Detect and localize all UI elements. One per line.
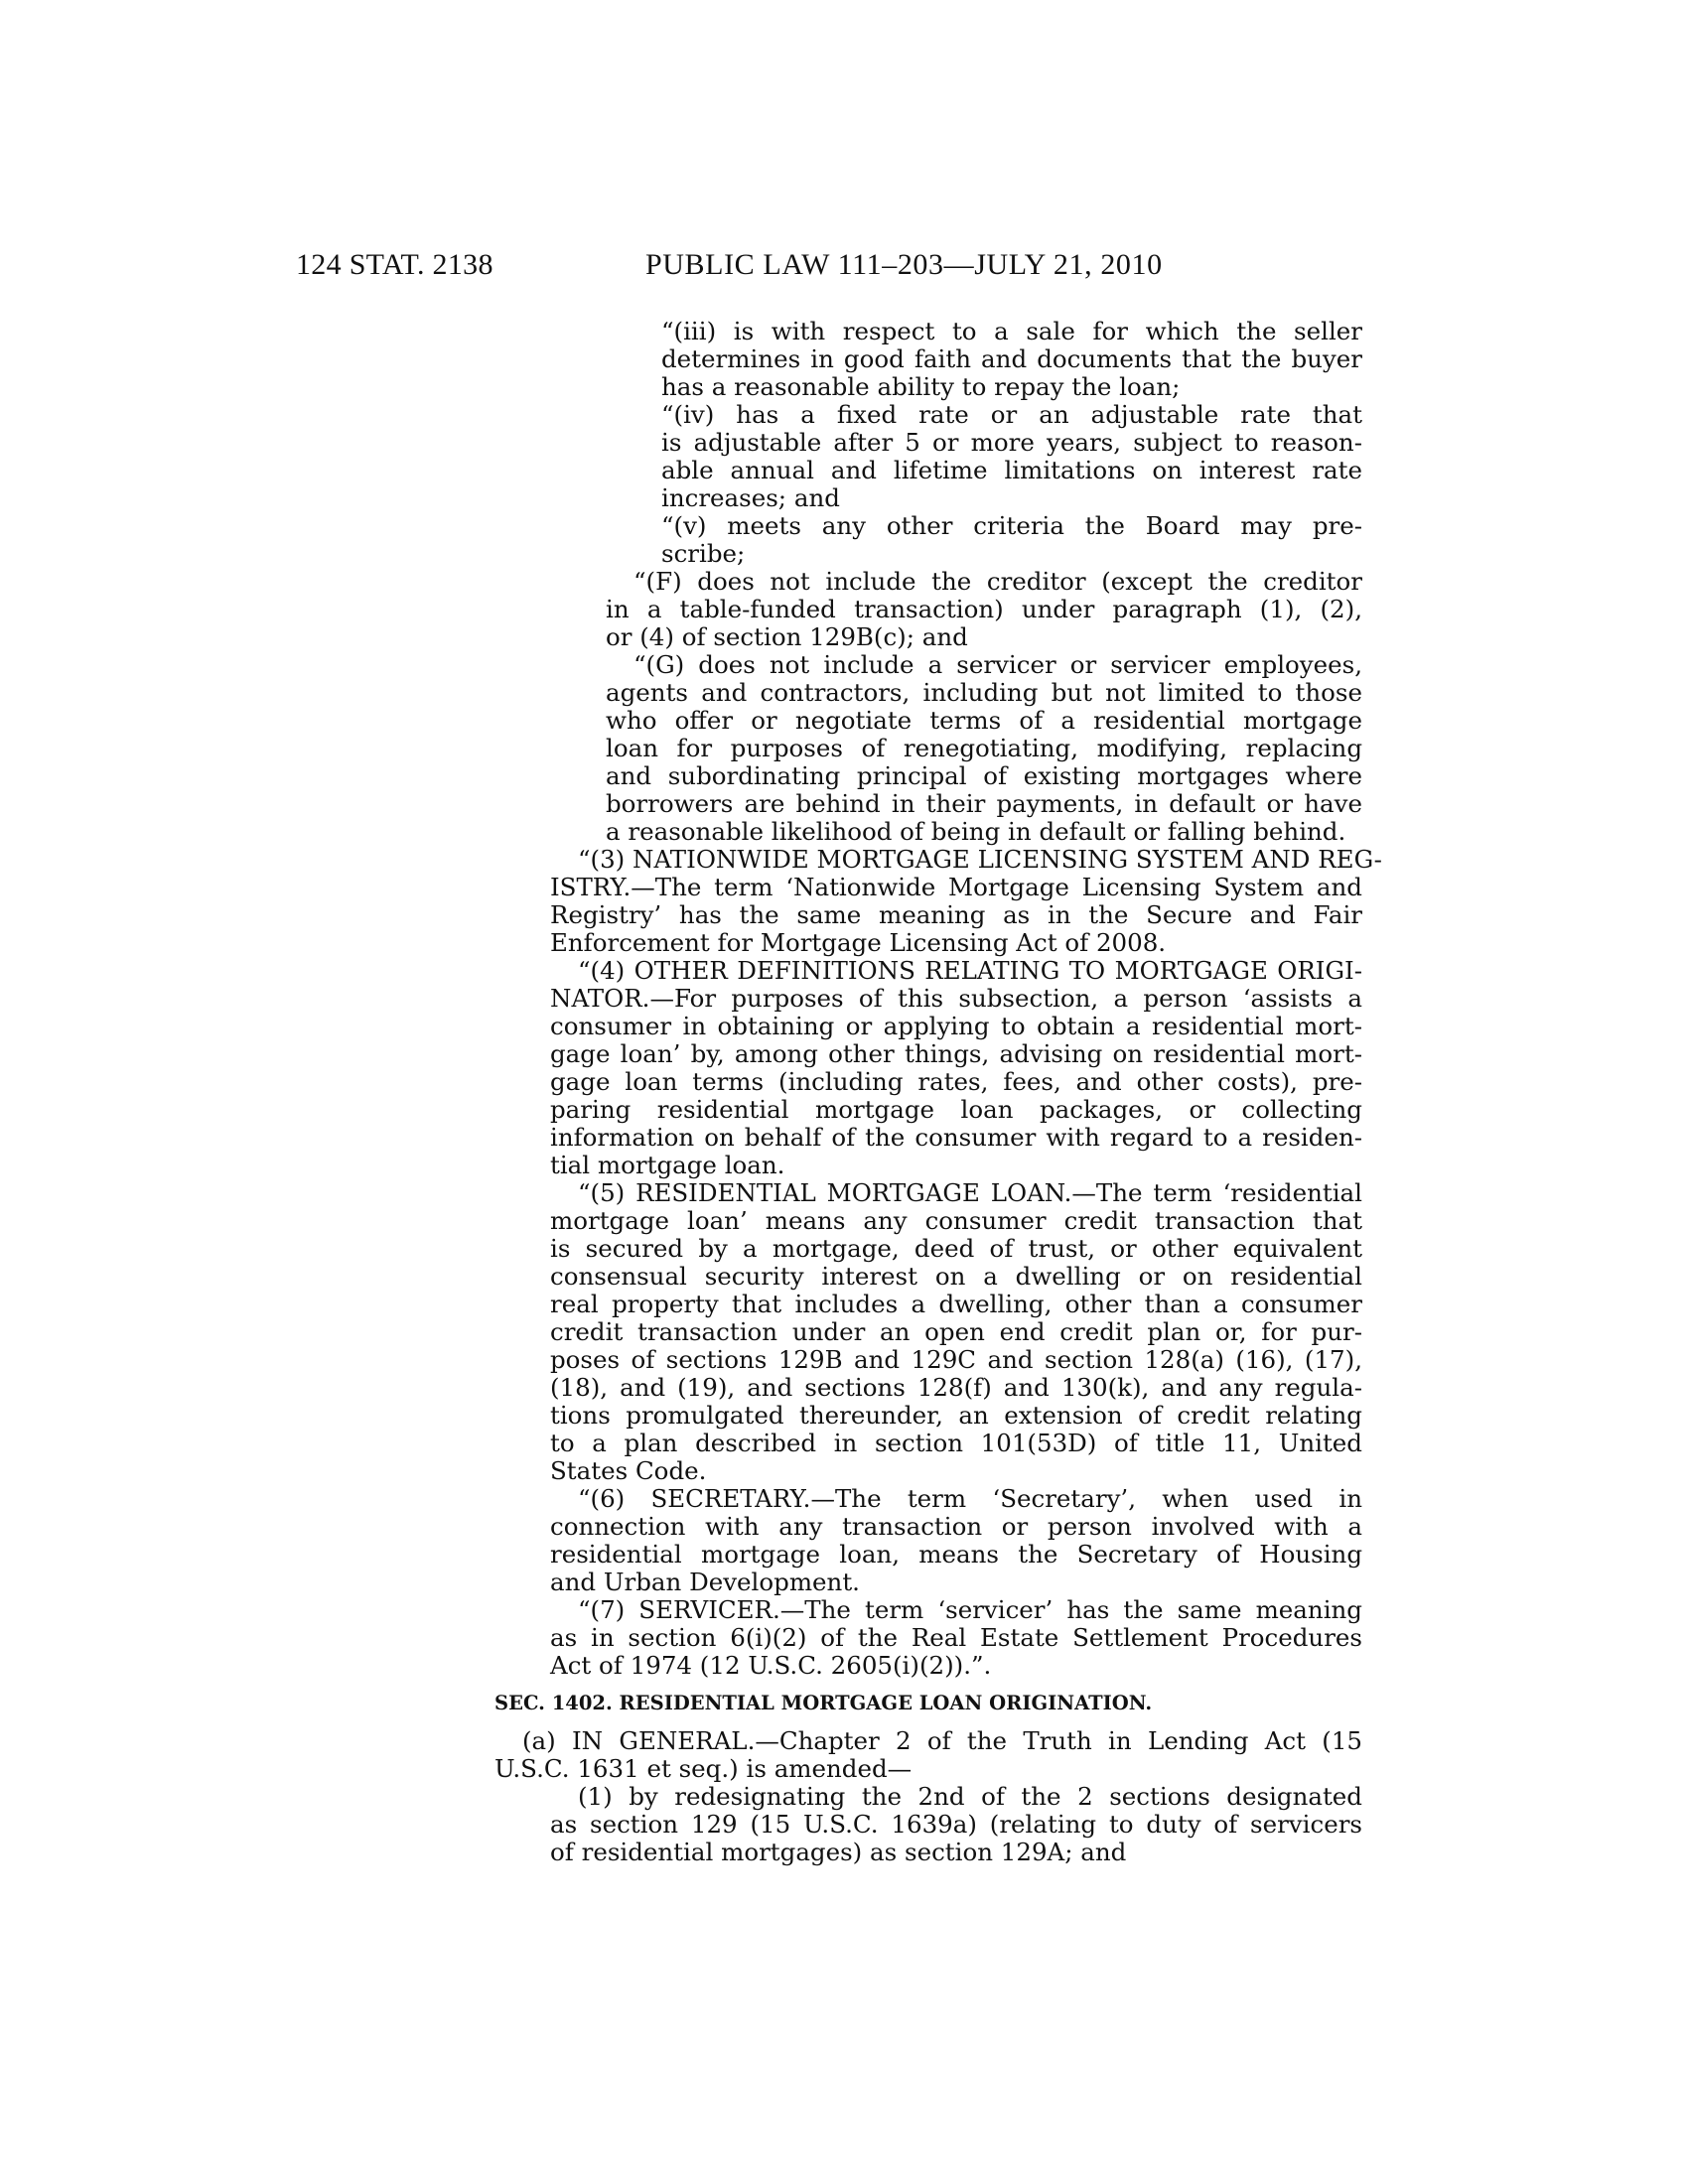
law-title: PUBLIC LAW 111–203—JULY 21, 2010 bbox=[645, 248, 1163, 281]
text-line: “(iii) is with respect to a sale for which the seller bbox=[661, 317, 1362, 345]
text-line: or (4) of section 129B(c); and bbox=[606, 622, 968, 651]
text-line: able annual and lifetime limitations on interest rate bbox=[661, 456, 1362, 484]
text-line: (18), and (19), and sections 128(f) and 130(k), and any regula- bbox=[550, 1373, 1362, 1402]
text-line: is secured by a mortgage, deed of trust, or other equivalent bbox=[550, 1234, 1362, 1263]
text-line: has a reasonable ability to repay the loan; bbox=[661, 372, 1181, 401]
text-line: connection with any transaction or person involved with a bbox=[550, 1512, 1362, 1541]
text-line: “(F) does not include the creditor (except the creditor bbox=[633, 567, 1362, 596]
text-line: scribe; bbox=[661, 539, 746, 568]
text-line: information on behalf of the consumer with regard to a residen- bbox=[550, 1123, 1362, 1152]
text-line: who offer or negotiate terms of a residential mortgage bbox=[606, 706, 1362, 735]
text-line: mortgage loan’ means any consumer credit transaction that bbox=[550, 1206, 1362, 1235]
statute-reference: 124 STAT. 2138 bbox=[296, 248, 493, 281]
text-line: poses of sections 129B and 129C and section 128(a) (16), (17), bbox=[550, 1345, 1362, 1374]
text-line: “(7) SERVICER.—The term ‘servicer’ has the same meaning bbox=[578, 1595, 1362, 1624]
text-line: consumer in obtaining or applying to obtain a residential mort- bbox=[550, 1012, 1362, 1040]
text-line: borrowers are behind in their payments, in default or have bbox=[606, 789, 1362, 818]
page-header bbox=[296, 248, 1219, 288]
text-line: to a plan described in section 101(53D) of title 11, United bbox=[550, 1429, 1362, 1457]
text-line: Enforcement for Mortgage Licensing Act of 2008. bbox=[550, 928, 1167, 957]
text-line: tial mortgage loan. bbox=[550, 1151, 785, 1179]
text-line: “(v) meets any other criteria the Board may pre- bbox=[661, 511, 1362, 540]
text-line: loan for purposes of renegotiating, modifying, replacing bbox=[606, 734, 1362, 762]
text-line: as in section 6(i)(2) of the Real Estate Settlement Procedures bbox=[550, 1623, 1362, 1652]
text-line: Act of 1974 (12 U.S.C. 2605(i)(2)).”. bbox=[550, 1651, 992, 1680]
text-line: gage loan’ by, among other things, advising on residential mort- bbox=[550, 1039, 1362, 1068]
section-heading: SEC. 1402. RESIDENTIAL MORTGAGE LOAN ORIGINATION. bbox=[494, 1692, 1153, 1714]
text-line: U.S.C. 1631 et seq.) is amended— bbox=[494, 1754, 913, 1783]
text-line: in a table-funded transaction) under paragraph (1), (2), bbox=[606, 595, 1362, 623]
text-line: and Urban Development. bbox=[550, 1568, 860, 1596]
text-line: as section 129 (15 U.S.C. 1639a) (relating to duty of servicers bbox=[550, 1810, 1362, 1839]
text-line: and subordinating principal of existing mortgages where bbox=[606, 761, 1362, 790]
text-line: (a) IN GENERAL.—Chapter 2 of the Truth in Lending Act (15 bbox=[522, 1726, 1362, 1755]
text-line: “(3) NATIONWIDE MORTGAGE LICENSING SYSTEM AND REG- bbox=[578, 845, 1382, 874]
text-line: of residential mortgages) as section 129A; and bbox=[550, 1838, 1127, 1866]
text-line: States Code. bbox=[550, 1456, 707, 1485]
text-line: determines in good faith and documents that the buyer bbox=[661, 344, 1362, 373]
text-line: increases; and bbox=[661, 483, 840, 512]
text-line: “(6) SECRETARY.—The term ‘Secretary’, when used in bbox=[578, 1484, 1362, 1513]
text-line: NATOR.—For purposes of this subsection, a person ‘assists a bbox=[550, 984, 1362, 1013]
text-line: paring residential mortgage loan packages, or collecting bbox=[550, 1095, 1362, 1124]
text-line: “(G) does not include a servicer or servicer employees, bbox=[633, 650, 1362, 679]
text-line: is adjustable after 5 or more years, subject to reason- bbox=[661, 428, 1362, 457]
text-line: consensual security interest on a dwelling or on residential bbox=[550, 1262, 1362, 1291]
text-line: a reasonable likelihood of being in default or falling behind. bbox=[606, 817, 1346, 846]
text-line: gage loan terms (including rates, fees, and other costs), pre- bbox=[550, 1067, 1362, 1096]
text-line: real property that includes a dwelling, other than a consumer bbox=[550, 1290, 1362, 1318]
text-line: “(5) RESIDENTIAL MORTGAGE LOAN.—The term ‘residential bbox=[578, 1178, 1362, 1207]
text-line: agents and contractors, including but not limited to those bbox=[606, 678, 1362, 707]
text-line: ISTRY.—The term ‘Nationwide Mortgage Licensing System and bbox=[550, 873, 1362, 901]
text-line: “(4) OTHER DEFINITIONS RELATING TO MORTGAGE ORIGI- bbox=[578, 956, 1362, 985]
text-line: Registry’ has the same meaning as in the Secure and Fair bbox=[550, 900, 1362, 929]
text-line: tions promulgated thereunder, an extension of credit relating bbox=[550, 1401, 1362, 1430]
text-line: credit transaction under an open end credit plan or, for pur- bbox=[550, 1317, 1362, 1346]
text-line: “(iv) has a fixed rate or an adjustable rate that bbox=[661, 400, 1362, 429]
text-line: residential mortgage loan, means the Secretary of Housing bbox=[550, 1540, 1362, 1569]
text-line: (1) by redesignating the 2nd of the 2 sections designated bbox=[578, 1782, 1362, 1811]
